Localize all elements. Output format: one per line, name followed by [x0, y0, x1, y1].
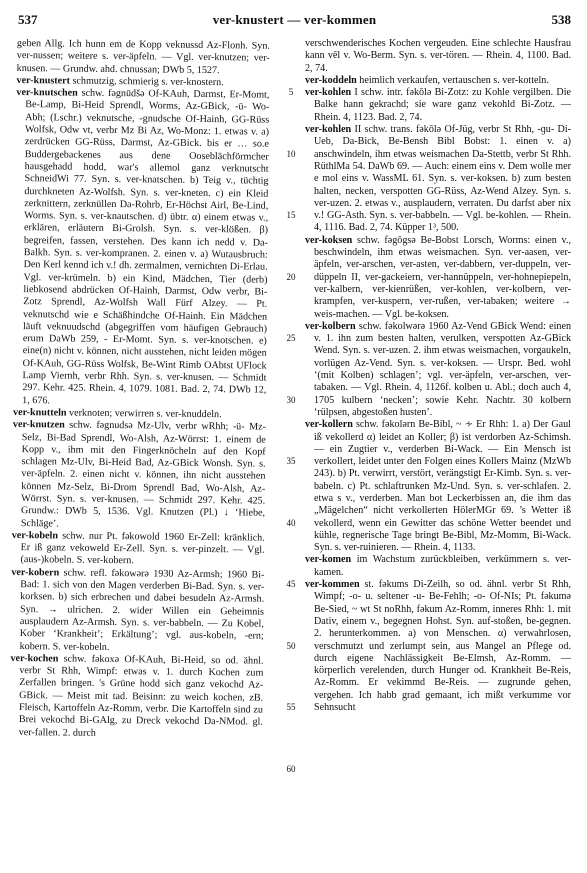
line-number: 30	[286, 394, 296, 405]
entry-headword: ver-koksen	[305, 234, 353, 246]
entry-text: verschwenderisches Kochen vergeuden. Eine schlechte Hausfrau kann vēl v. Wo-Berm. Syn. s. ver-tören. — Rhein. 4, 1100. Bad. 2, 74.	[305, 38, 571, 74]
line-number: 55	[286, 702, 296, 713]
entry-headword: ver-knustert	[16, 74, 71, 87]
line-number: 15	[286, 210, 296, 221]
entry-headword: ver-kohlen	[305, 87, 352, 99]
left-column	[10, 38, 270, 742]
entry-headword: ver-kochen	[10, 652, 59, 665]
page-number-left: 537	[18, 12, 38, 27]
dictionary-entry	[12, 419, 266, 532]
line-number: 20	[286, 271, 296, 282]
entry-headword: ver-knutzen	[12, 419, 65, 431]
entry-text: schw. fəgōgsə Be-Bobst Lorsch, Worms: einen v., beschwindeln, ihm etwas weismachen. Syn. ver-aasen, ver-äpfeln, ver-arschen, ver-asten, ver-dabbern, ver-duppeln, ver-düppeln II, ver-gackeiern, ver-hannüppeln, ver-hohnepiepeln, ver-kalbern, ver-kienrüßen, ver-kohlen, ver-kolbern, ver-krampfen, ver-kuspern, ver-rußen, ver-tabaken; weitere → weis-machen. — Vgl. be-koksen.	[314, 234, 571, 320]
line-number: 25	[286, 333, 296, 344]
dictionary-entry	[305, 38, 571, 75]
dictionary-entry	[305, 321, 571, 419]
dictionary-entry	[305, 124, 571, 235]
entry-text: schw. fəgnudsə Mz-Ulv, verbr wRhh; -ü- Mz-Selz, Bi-Bad Sprendl, Wo-Alsh, Az-Wörrst: 1. einem de Kopp v., ihm mit den Fingerknöcheln auf den Kopf schlagen Mz-Ulv, Bi-Heid Bad, Az-GBick Wonsh. Syn. s. ver-äpfeln. 2. einen nicht v. können, ihn nicht ausstehen können Mz-Selz, Bi-Drom Sprendl Bad, Wo-Alsh, Az-Wörrst. Syn. s. ver-knusen. — Schmidt 297. Kehr. 425. Grundw.: DWb 5, 1536. Vgl. Knutzen (Pl.) ↓ ʻHiebe, Schlägeʼ.	[20, 419, 266, 530]
line-number: 50	[286, 640, 296, 651]
line-number: 40	[286, 517, 296, 528]
entry-headword: ver-kollern	[305, 419, 353, 431]
line-number: 35	[286, 456, 296, 467]
line-number: 45	[286, 579, 296, 590]
dictionary-entry	[305, 75, 571, 87]
dictionary-entry	[17, 38, 270, 78]
entry-headword: ver-kolbern	[305, 320, 356, 332]
line-number: 5	[288, 87, 294, 98]
dictionary-entry	[305, 87, 571, 124]
entry-headword: ver-kommen	[305, 579, 360, 591]
entry-text: im Wachstum zurückbleiben, verkümmern s. ver-kamen.	[314, 554, 571, 578]
page-number-right: 538	[551, 12, 571, 27]
running-head: ver-knustert — ver-kommen	[212, 12, 377, 27]
entry-text: st. fəkums Di-Zeilh, so od. ähnl. verbr St Rhh, Wimpf; -o- u. seltener -u- Be-Fehlh; -o- Of-NIs; Pt. fəkumə Be-Sied, ~ wt St noRhh, fəkum Az-Romm, inneres Rhh: 1. mit Dativ, einem v., begegnen Hohst. Syn. auf-stoßen, be-gegnen. 2. herunterkommen. a) von Menschen. α) verwahrlosen, verschmutzt und zerlumpt sein, aus Mangel an Pflege od. durch eigene Nachlässigkeit Be-Elmsh, Az-Romm. — körperlich verelenden, durch Hunger od. Krankheit Be-Reis, Az-Romm. Er vekimmd Be-Reis. — zugrunde gehen, vergehen. Ich habb grad gemaant, ich mißt verkumme vor Sehnsucht	[314, 579, 571, 714]
line-number: 60	[286, 763, 296, 774]
right-column	[305, 38, 571, 714]
entry-text: schw. fəkolwərə 1960 Az-Vend GBick Wend: einen v. 1. ihn zum besten halten, verulken, verspotten Az-GBick Wend. Syn. s. ver-uzen. 2. ihm etwas weismachen, vorgaukeln, vorlügen Az-Vend. Syn. s. ver-koksen. — Urspr. Bed. wohl ʻ(mit Kolben) schlagenʼ; vgl. ver-äpfeln, ver-arschen, ver-tabaken. — Vgl. Rhein. 4, 1126f. kolben u. Abl.; doch auch 4, 1705 kulbern ʻneckenʼ; sowie Kehr. Nachtr. 30 kolbern ʻrülpsen, abgestoßen hustenʼ.	[314, 320, 571, 418]
entry-headword: ver-koddeln	[305, 74, 357, 86]
entry-text: schw. fəgnūdšə Of-KAuh, Darmst, Er-Momt, Be-Lamp, Bi-Heid Sprendl, Worms, Az-GBick, -ū- Wo-Abh; (Lschr.) veknutsche, -gnudsche Of-Hainh, GG-Rüss Wolfsk, Odw vt, verbr Mz Bi Az, Wo-Monz: 1. etwas v. a) zerdrücken GG-Rüss, Darmst, Az-GBick. bis er … so.e Buddergebackenes aus dene Ooseblächförmcher hausgehadd hodd, war's allemol ganz verknutscht SchneidWi 77. Syn. s. ver-knatschen. b) Teig v., tüchtig durchkneten Az-Wolfsh. Syn. s. ver-kneten. c) ein Kleid zerknittern, zerknüllen Da-Rohrb, Er-Höchst Airl, Be-Lind, Worms. Syn. s. ver-knautschen. d) übtr. α) einem etwas v., erklären, erläutern Bi-Grolsh. Syn. s. ver-klößen. β) begreifen, fassen, verstehen. Des kann ich nedd v. Da-Balkh. Syn. s. ver-kompranen. 2. einen v. a) Wutausbruch: Den Kerl kennd ich v.! dh. zermalmen, vernichten Di-Erlau. Vgl. ver-krümeln. b) ein Kind, Mädchen, Tier (derb) liebkosend abdrücken Of-Hainh, Darmst, Odw verbr, Bi-Zotz Sprendl, Az-Wolfsh Wall Fürf Alzey. — Pt. veknutschd wie e Schäßhindche Of-Hainh. Ein Mädchen läuft veknuudschd (abgegriffen vom häufigen Gebrauch) erum DaWb 259, - Er-Momt. Syn. s. ver-knotschen. e) eine(n) nicht v. können, nicht ausstehen, nicht leiden mögen Of-KAuh, GG-Rüss Wolfsk, Be-Wint Rimb OAbtst UFlock Lamp Viernh, verbr Rhh. Syn. s. ver-knusen. — Schmidt 297. Kehr. 425. Rhein. 4, 1079. 1081. Bad. 2, 74. DWb 12, 1, 676.	[22, 87, 270, 406]
dictionary-entry	[13, 87, 269, 409]
entry-text: I schw. intr. fəkōlə Bi-Zotz: zu Kohle vergilben. Die Balke hann gekrachd; sie ware ganz vekohld Bi-Zotz. — Rhein. 4, 1123. Bad. 2, 74.	[314, 87, 571, 123]
entry-headword: ver-kobern	[11, 566, 60, 579]
entry-text: schw. fəkoxə Of-KAuh, Bi-Heid, so od. ähnl. verbr St Rhh, Wimpf: etwas v. 1. durch Kochen zum Zerfallen bringen. 's Grüne hodd sich ganz vekochd Az-GBick. — Meist mit tad. Beisinn: zu weich kochen, zB. Fleisch, Kartoffeln Az-Romm, verbr. Die Kartoffeln sind zu Brei vekochd Bi-GAlg, zu Dreck vekochd Da-NMod. gl. ver-fallen. 2. durch	[18, 653, 264, 739]
dictionary-entry	[11, 567, 265, 656]
entry-headword: ver-knutschen	[16, 87, 78, 99]
dictionary-entry	[10, 653, 264, 742]
line-number: 10	[286, 148, 296, 159]
dictionary-entry	[305, 235, 571, 321]
entry-text: schw. refl. fəkowərə 1930 Az-Armsh; 1960 Bi-Bad: 1. sich von den Magen verderben Bi-Bad. Syn. s. ver-korksen. b) sich erbrechen und dabei besudeln Az-Armsh. Syn. → ulrichen. 2. wider Willen ein Geheimnis ausplaudern Az-Armsh. Syn. s. ver-babbeln. — Zu Kobel, Kober ʻKrankheitʼ; Erkältungʼ; vgl. aus-kobeln, -ern; kobern. S. ver-kobeln.	[19, 567, 265, 653]
entry-headword: ver-komen	[305, 554, 352, 566]
entry-text: schmutzig, schmierig s. ver-knostern.	[69, 75, 224, 89]
entry-text: schw. fəkolərn Be-Bibl, ~ ∻ Er Rhh: 1. a) Der Gaul iß vekollerd α) leidet an Koller; β) ist verdorben Az-Schimsh. — ein Zugtier v., verderben Bi-Wack. — Ein Mensch ist verkollert, leidet unter den Folgen eines Kollers Mainz (MzWb 243). b) Pt. verwirrt, verstört, verängstigt Er-Kimb. Syn. s. ver-babeln. c) Pt. schlaftrunken Mz-Und. Syn. s. ver-schlafen. 2. etwa s v., verderben. Man bot Leckerbissen an, die ihm das „Mägelchen“ nicht verkollerten HölerMGr 69. ’s Wetter iß vekollerd, wenn ein Gewitter das schöne Wetter beendet und kühle, regnerische Tage bringt Be-Bibl, Mz-Momm, Bi-Wack. Syn. s. ver-ruinieren. — Rhein. 4, 1133.	[314, 419, 571, 554]
entry-text: II schw. trans. fəkōlə Of-Jüg, verbr St Rhh, -ɡu- Di-Ueb, Da-Bick, Be-Bensh Bibl Bobst: 1. einen v. a) anschwindeln, ihm etwas weismachen Da-Stettb, verbr St Rhh. RüthlMa 54. DaWb 69. — Auch: einem eins v. Dem wolle mer e mol eins v. WassML 61. Syn. s. ver-koksen. b) zum besten halten, necken, verspotten GG-Rüss, Az-Wend Alzey. Syn. s. ver-uzen. 2. etwas v., ausplaudern, verraten. Du darfst aber nix v.! GG-Asth. Syn. s. ver-babbeln. — Vgl. be-kohlen. — Rhein. 4, 1116. Bad. 2, 74. Küpper 1³, 500.	[314, 124, 571, 234]
entry-text: geben Allg. Ich hunn em de Kopp veknussd Az-Flonh. Syn. ver-nussen; weitere s. ver-äpfeln. — Vgl. ver-knutzen; ver-knusen. — Grundw. ahd. chnussan; DWb 5, 1527.	[16, 38, 270, 76]
entry-headword: ver-kobeln	[11, 529, 59, 542]
entry-text: heimlich verkaufen, vertauschen s. ver-kotteln.	[356, 74, 549, 86]
entry-text: schw. nur Pt. fəkowold 1960 Er-Zell: kränklich. Er iß ganz vekoweld Er-Zell. Syn. s. ver-pinzelt. — Vgl. (aus-)kobeln. S. ver-kobern.	[20, 530, 265, 567]
entry-headword: ver-kohlen	[305, 124, 352, 136]
dictionary-entry	[305, 579, 571, 714]
dictionary-entry	[305, 554, 571, 579]
dictionary-entry	[305, 419, 571, 554]
entry-text: verknoten; verwirren s. ver-knuddeln.	[66, 407, 222, 421]
entry-headword: ver-knutteln	[13, 406, 67, 419]
dictionary-entry	[11, 530, 264, 570]
page-header	[18, 12, 571, 28]
